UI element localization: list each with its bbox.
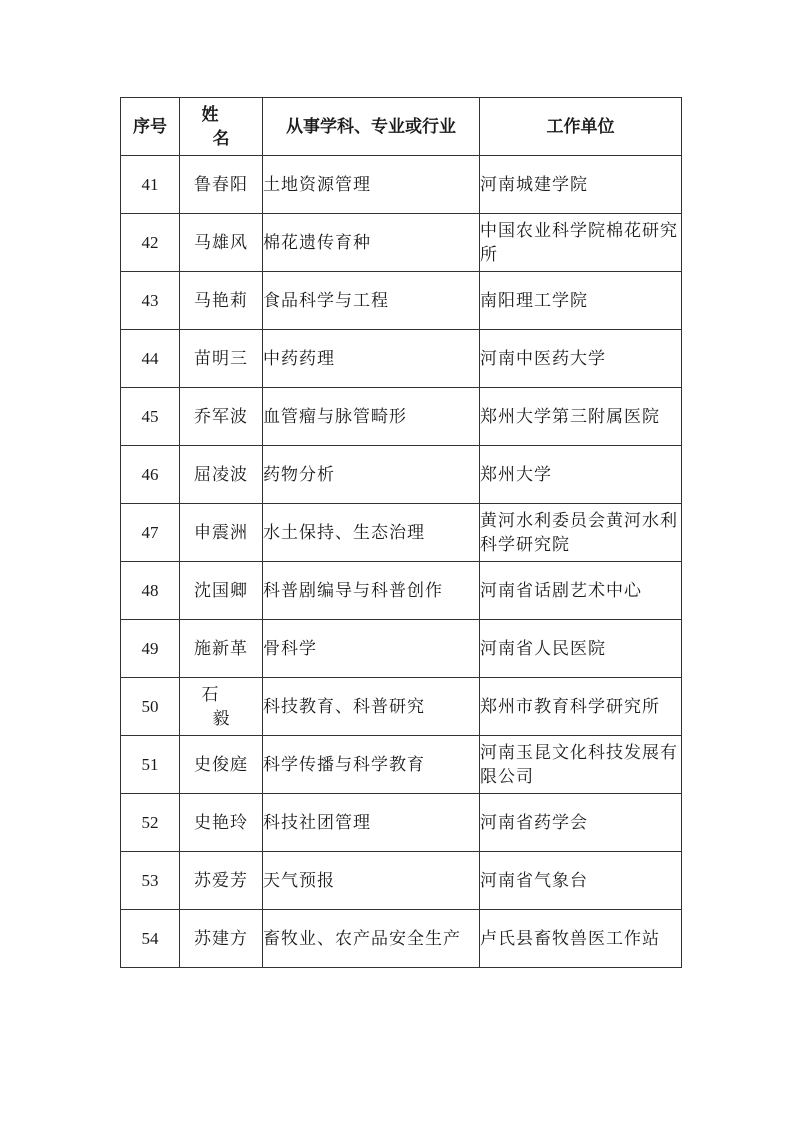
cell-org: 郑州大学 [480, 446, 682, 504]
cell-org: 河南城建学院 [480, 156, 682, 214]
cell-field: 畜牧业、农产品安全生产 [263, 910, 480, 968]
cell-name: 苏爱芳 [180, 852, 263, 910]
cell-org: 河南省人民医院 [480, 620, 682, 678]
cell-field: 骨科学 [263, 620, 480, 678]
cell-org: 河南中医药大学 [480, 330, 682, 388]
header-field: 从事学科、专业或行业 [263, 98, 480, 156]
cell-field: 科学传播与科学教育 [263, 736, 480, 794]
table-row [121, 272, 682, 330]
cell-index: 49 [121, 620, 180, 678]
cell-index: 50 [121, 678, 180, 736]
table-row [121, 562, 682, 620]
header-org: 工作单位 [480, 98, 682, 156]
cell-name: 马艳莉 [180, 272, 263, 330]
cell-field: 中药药理 [263, 330, 480, 388]
cell-name: 马雄风 [180, 214, 263, 272]
cell-field: 水土保持、生态治理 [263, 504, 480, 562]
table-row [121, 214, 682, 272]
cell-index: 47 [121, 504, 180, 562]
table-row [121, 736, 682, 794]
cell-org: 郑州市教育科学研究所 [480, 678, 682, 736]
cell-org: 郑州大学第三附属医院 [480, 388, 682, 446]
cell-name: 屈凌波 [180, 446, 263, 504]
cell-field: 药物分析 [263, 446, 480, 504]
cell-index: 42 [121, 214, 180, 272]
cell-name: 苏建方 [180, 910, 263, 968]
cell-org: 河南省药学会 [480, 794, 682, 852]
cell-field: 科普剧编导与科普创作 [263, 562, 480, 620]
cell-index: 53 [121, 852, 180, 910]
roster-table [120, 97, 682, 968]
header-name [180, 98, 263, 156]
cell-org: 河南省话剧艺术中心 [480, 562, 682, 620]
cell-name: 申震洲 [180, 504, 263, 562]
table-body [121, 156, 682, 968]
table-row [121, 678, 682, 736]
cell-org: 河南玉昆文化科技发展有限公司 [480, 736, 682, 794]
table-row [121, 330, 682, 388]
cell-name: 鲁春阳 [180, 156, 263, 214]
cell-index: 51 [121, 736, 180, 794]
cell-index: 48 [121, 562, 180, 620]
cell-index: 46 [121, 446, 180, 504]
table-row [121, 794, 682, 852]
cell-field: 食品科学与工程 [263, 272, 480, 330]
cell-name: 史俊庭 [180, 736, 263, 794]
cell-name [180, 678, 263, 736]
header-name-text: 姓 名 [201, 104, 252, 149]
table-row [121, 910, 682, 968]
table-row [121, 852, 682, 910]
cell-field: 天气预报 [263, 852, 480, 910]
cell-index: 52 [121, 794, 180, 852]
cell-field: 血管瘤与脉管畸形 [263, 388, 480, 446]
cell-index: 54 [121, 910, 180, 968]
table-row [121, 388, 682, 446]
cell-org: 南阳理工学院 [480, 272, 682, 330]
cell-org: 河南省气象台 [480, 852, 682, 910]
table-row [121, 156, 682, 214]
cell-name: 沈国卿 [180, 562, 263, 620]
cell-name: 史艳玲 [180, 794, 263, 852]
cell-field: 科技教育、科普研究 [263, 678, 480, 736]
table-row [121, 620, 682, 678]
cell-field: 土地资源管理 [263, 156, 480, 214]
cell-field: 科技社团管理 [263, 794, 480, 852]
header-index: 序号 [121, 98, 180, 156]
cell-org: 卢氏县畜牧兽医工作站 [480, 910, 682, 968]
cell-index: 45 [121, 388, 180, 446]
cell-name: 苗明三 [180, 330, 263, 388]
cell-org: 中国农业科学院棉花研究所 [480, 214, 682, 272]
cell-index: 41 [121, 156, 180, 214]
cell-org: 黄河水利委员会黄河水利科学研究院 [480, 504, 682, 562]
cell-field: 棉花遗传育种 [263, 214, 480, 272]
table-row [121, 446, 682, 504]
cell-index: 44 [121, 330, 180, 388]
table-header-row [121, 98, 682, 156]
cell-index: 43 [121, 272, 180, 330]
cell-name: 施新革 [180, 620, 263, 678]
cell-name: 乔军波 [180, 388, 263, 446]
table-row [121, 504, 682, 562]
cell-name-text: 石 毅 [201, 684, 252, 729]
